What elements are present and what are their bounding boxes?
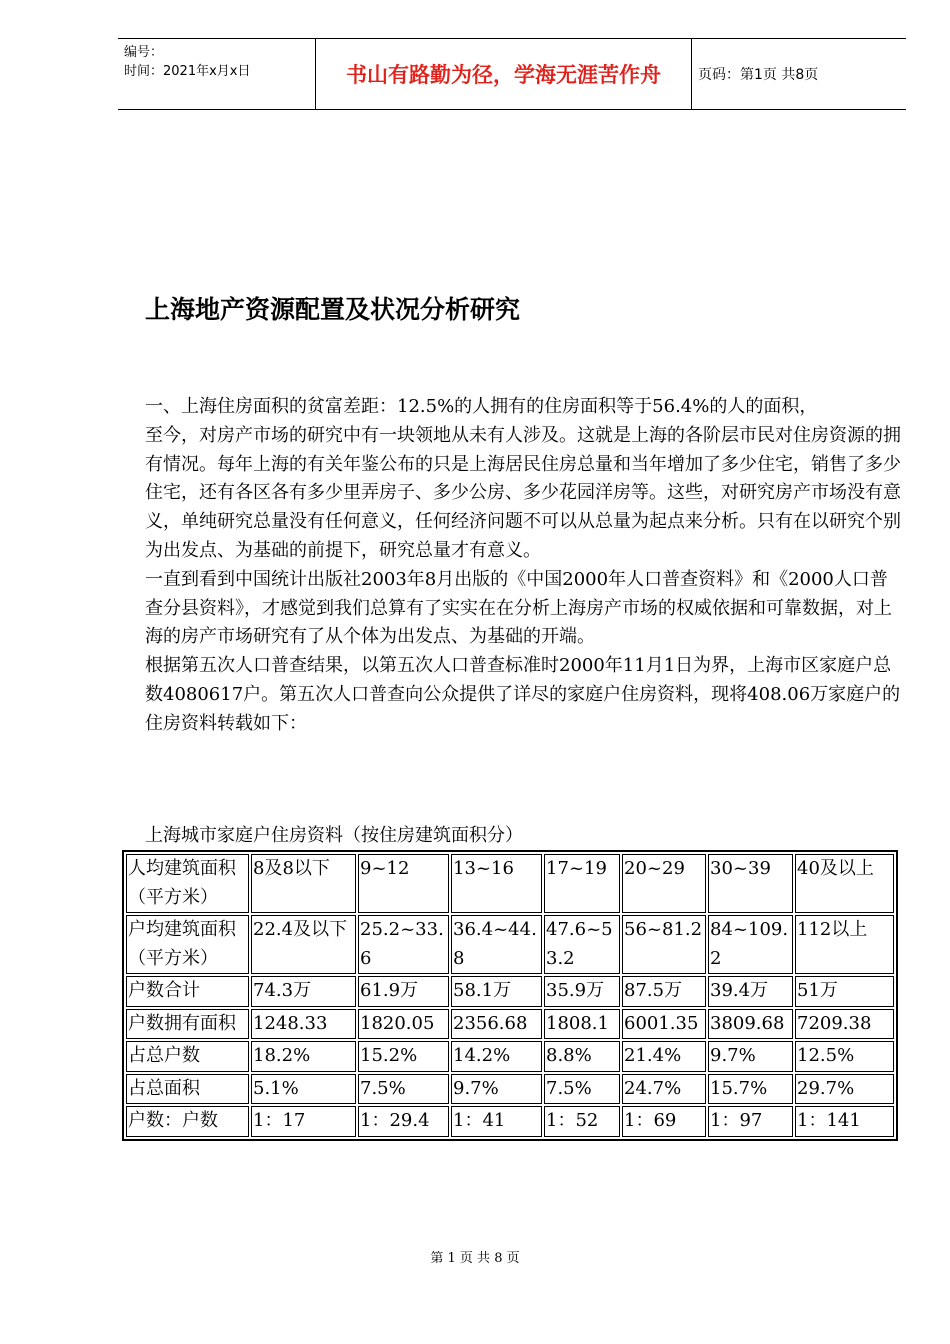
paragraph: 一直到看到中国统计出版社2003年8月出版的《中国2000年人口普查资料》和《2000人口普查分县资料》，才感觉到我们总算有了实实在在分析上海房产市场的权威依据和可靠数据，对上海的房产市场研究有了从个体为出发点、为基础的开端。 [145, 568, 892, 648]
table-cell: 22.4及以下 [251, 915, 356, 974]
table-cell: 47.6~53.2 [544, 915, 620, 974]
table-cell: 17~19 [544, 854, 620, 913]
table-cell: 40及以上 [795, 854, 894, 913]
row-header-cell: 户数拥有面积 [126, 1009, 249, 1040]
table-cell: 7209.38 [795, 1009, 894, 1040]
table-cell: 9.7% [451, 1074, 542, 1105]
table-cell: 1248.33 [251, 1009, 356, 1040]
table-body [126, 854, 894, 1137]
row-header-cell: 人均建筑面积（平方米） [126, 854, 249, 913]
table-cell: 1820.05 [358, 1009, 449, 1040]
table-cell: 61.9万 [358, 976, 449, 1007]
table-cell: 24.7% [622, 1074, 706, 1105]
table-cell: 14.2% [451, 1041, 542, 1072]
header-page-info: 页码：第1页 共8页 [698, 67, 819, 83]
row-header-cell: 占总面积 [126, 1074, 249, 1105]
table-cell: 12.5% [795, 1041, 894, 1072]
table-caption: 上海城市家庭户住房资料（按住房建筑面积分） [145, 825, 523, 846]
document-title: 上海地产资源配置及状况分析研究 [145, 295, 521, 324]
table-row [126, 1074, 894, 1105]
table-cell: 29.7% [795, 1074, 894, 1105]
table-cell: 6001.35 [622, 1009, 706, 1040]
table-cell: 20~29 [622, 854, 706, 913]
table-cell: 7.5% [358, 1074, 449, 1105]
table-row [126, 915, 894, 974]
time-label: 时间：2021年x月x日 [124, 64, 251, 79]
document-header [118, 38, 906, 110]
table-cell: 1：141 [795, 1106, 894, 1137]
table-row [126, 1009, 894, 1040]
table-cell: 15.7% [708, 1074, 793, 1105]
table-row [126, 1041, 894, 1072]
table-cell: 3809.68 [708, 1009, 793, 1040]
table-cell: 1：29.4 [358, 1106, 449, 1137]
table-cell: 13~16 [451, 854, 542, 913]
table-cell: 2356.68 [451, 1009, 542, 1040]
table-cell: 1：17 [251, 1106, 356, 1137]
table-cell: 8及8以下 [251, 854, 356, 913]
header-meta [124, 43, 250, 81]
table-row [126, 976, 894, 1007]
table-cell: 1：52 [544, 1106, 620, 1137]
table-cell: 87.5万 [622, 976, 706, 1007]
row-header-cell: 户数：户数 [126, 1106, 249, 1137]
housing-table [122, 850, 898, 1141]
table-cell: 5.1% [251, 1074, 356, 1105]
header-motto: 书山有路勤为径，学海无涯苦作舟 [346, 63, 661, 87]
table-cell: 112以上 [795, 915, 894, 974]
table-cell: 15.2% [358, 1041, 449, 1072]
table-cell: 9.7% [708, 1041, 793, 1072]
number-label: 编号： [124, 45, 164, 60]
table-cell: 1808.1 [544, 1009, 620, 1040]
row-header-cell: 户均建筑面积（平方米） [126, 915, 249, 974]
paragraph: 根据第五次人口普查结果，以第五次人口普查标准时2000年11月1日为界，上海市区家庭户总数4080617户。第五次人口普查向公众提供了详尽的家庭户住房资料，现将408.06万家庭户的住房资料转载如下： [145, 655, 901, 734]
page-footer: 第 1 页 共 8 页 [430, 1251, 520, 1266]
table-cell: 74.3万 [251, 976, 356, 1007]
table-row [126, 1106, 894, 1137]
table-cell: 8.8% [544, 1041, 620, 1072]
table-cell: 56~81.2 [622, 915, 706, 974]
table-cell: 18.2% [251, 1041, 356, 1072]
table-cell: 25.2~33.6 [358, 915, 449, 974]
table-cell: 21.4% [622, 1041, 706, 1072]
table-cell: 7.5% [544, 1074, 620, 1105]
table-cell: 1：69 [622, 1106, 706, 1137]
header-divider [691, 39, 692, 109]
table-cell: 1：97 [708, 1106, 793, 1137]
table-cell: 30~39 [708, 854, 793, 913]
row-header-cell: 户数合计 [126, 976, 249, 1007]
table-cell: 35.9万 [544, 976, 620, 1007]
table-cell: 39.4万 [708, 976, 793, 1007]
body-text [145, 393, 905, 739]
paragraph: 至今，对房产市场的研究中有一块领地从未有人涉及。这就是上海的各阶层市民对住房资源的拥有情况。每年上海的有关年鉴公布的只是上海居民住房总量和当年增加了多少住宅，销售了多少住宅，还有各区各有多少里弄房子、多少公房、多少花园洋房等。这些，对研究房产市场没有意义，单纯研究总量没有任何意义，任何经济问题不可以从总量为起点来分析。只有在以研究个别为出发点、为基础的前提下，研究总量才有意义。 [145, 424, 901, 561]
table-cell: 9~12 [358, 854, 449, 913]
table-cell: 1：41 [451, 1106, 542, 1137]
row-header-cell: 占总户数 [126, 1041, 249, 1072]
paragraph: 一、上海住房面积的贫富差距：12.5%的人拥有的住房面积等于56.4%的人的面积， [145, 396, 818, 417]
table-row [126, 854, 894, 913]
table-cell: 51万 [795, 976, 894, 1007]
table-cell: 58.1万 [451, 976, 542, 1007]
table-cell: 84~109.2 [708, 915, 793, 974]
table-cell: 36.4~44.8 [451, 915, 542, 974]
